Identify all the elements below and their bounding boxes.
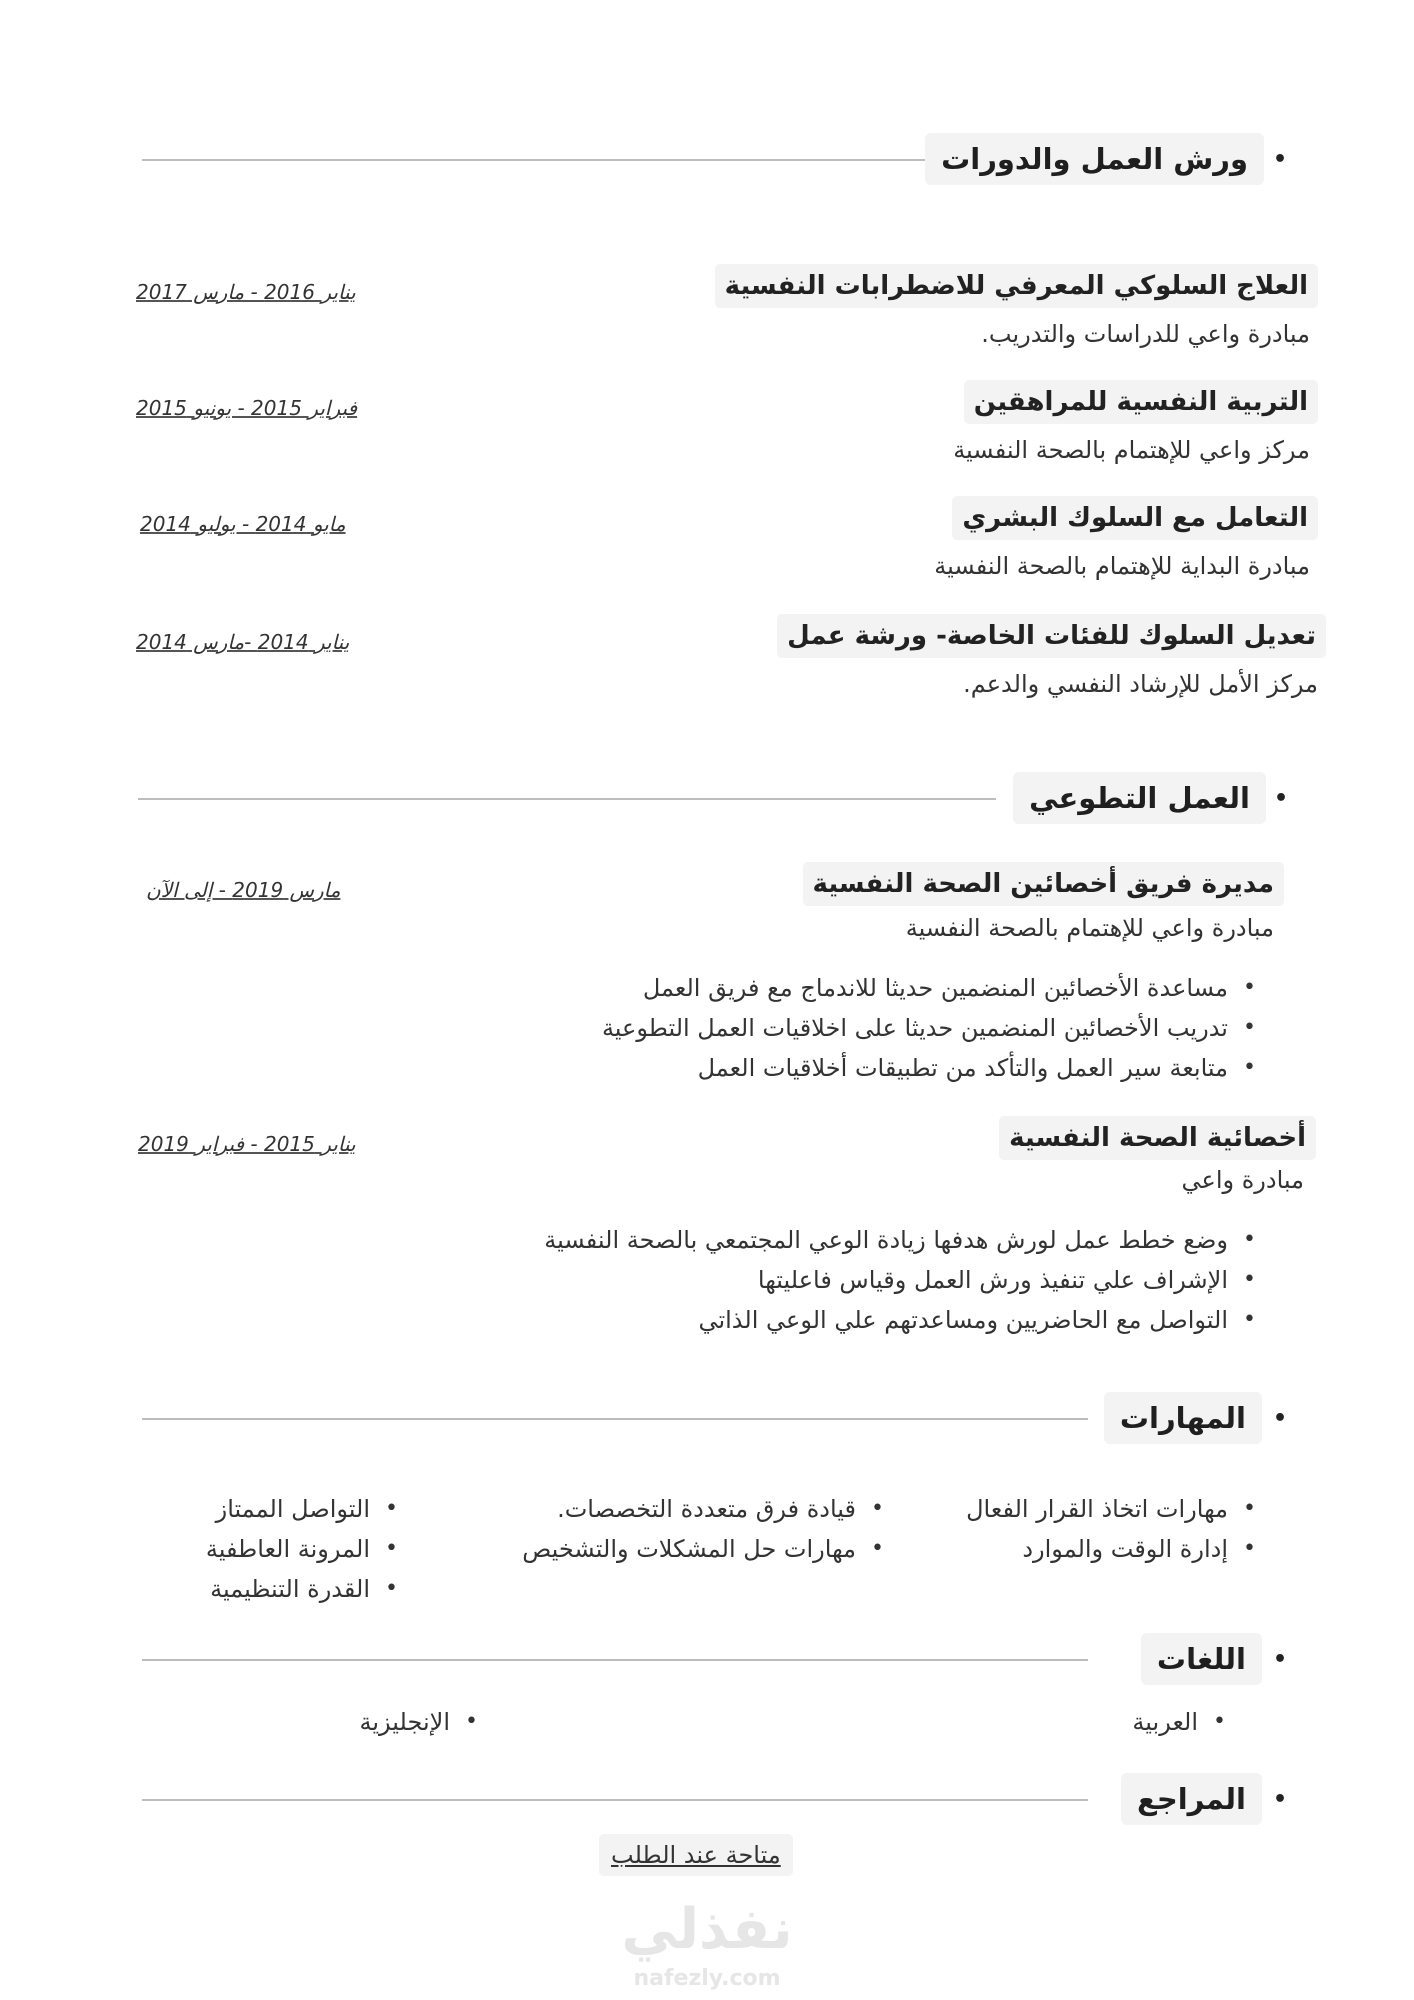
volunteer-duties-list: [544, 1220, 1258, 1340]
section-header-volunteer: [0, 772, 1414, 824]
skills-column-1: [966, 1489, 1258, 1569]
section-title: ورش العمل والدورات: [925, 133, 1264, 185]
list-item: • المرونة العاطفية: [206, 1529, 400, 1569]
section-title: اللغات: [1141, 1633, 1262, 1685]
list-item: • العربية: [1132, 1702, 1228, 1742]
list-item: • التواصل الممتاز: [206, 1489, 400, 1529]
volunteer-org: مبادرة واعي للإهتمام بالصحة النفسية: [905, 914, 1274, 942]
section-header-skills: [0, 1392, 1414, 1444]
section-bullet-icon: •: [1273, 147, 1288, 172]
list-item: • مهارات حل المشكلات والتشخيص: [522, 1529, 886, 1569]
volunteer-duties-list: [602, 968, 1258, 1088]
volunteer-title: أخصائية الصحة النفسية: [999, 1116, 1316, 1160]
list-item: • تدريب الأخصائين المنضمين حديثا على اخلاقيات العمل التطوعية: [602, 1008, 1258, 1048]
list-item: • قيادة فرق متعددة التخصصات.: [522, 1489, 886, 1529]
watermark-url: nafezly.com: [633, 1966, 781, 1991]
workshop-org: مركز الأمل للإرشاد النفسي والدعم.: [963, 670, 1318, 698]
section-bullet-icon: •: [1273, 1787, 1288, 1812]
section-bullet-icon: •: [1273, 1647, 1288, 1672]
workshop-date: فبراير 2015 - يونيو 2015: [136, 396, 358, 420]
workshop-date: يناير 2016 - مارس 2017: [136, 280, 356, 304]
section-header-languages: [0, 1633, 1414, 1685]
section-title: المراجع: [1121, 1773, 1262, 1825]
languages-list-1: [1132, 1702, 1228, 1742]
languages-list-2: [359, 1702, 480, 1742]
section-divider: [142, 1418, 1088, 1420]
section-bullet-icon: •: [1273, 1406, 1288, 1431]
list-item: • القدرة التنظيمية: [206, 1569, 400, 1609]
volunteer-org: مبادرة واعي: [1181, 1166, 1304, 1194]
section-divider: [142, 1659, 1088, 1661]
list-item: • إدارة الوقت والموارد: [966, 1529, 1258, 1569]
list-item: • وضع خطط عمل لورش هدفها زيادة الوعي المجتمعي بالصحة النفسية: [544, 1220, 1258, 1260]
skills-column-2: [522, 1489, 886, 1569]
section-title: العمل التطوعي: [1013, 772, 1266, 824]
list-item: • مساعدة الأخصائين المنضمين حديثا للاندماج مع فريق العمل: [602, 968, 1258, 1008]
workshop-title: العلاج السلوكي المعرفي للاضطرابات النفسية: [715, 264, 1318, 308]
section-bullet-icon: •: [1274, 786, 1289, 811]
section-divider: [138, 798, 996, 800]
section-divider: [142, 1799, 1088, 1801]
workshop-title: التربية النفسية للمراهقين: [964, 380, 1318, 424]
references-note: متاحة عند الطلب: [599, 1834, 793, 1876]
volunteer-title: مديرة فريق أخصائين الصحة النفسية: [803, 862, 1284, 906]
skills-column-3: [206, 1489, 400, 1609]
workshop-date: يناير 2014 -مارس 2014: [136, 630, 350, 654]
workshop-title: التعامل مع السلوك البشري: [952, 496, 1318, 540]
list-item: • التواصل مع الحاضريين ومساعدتهم علي الوعي الذاتي: [544, 1300, 1258, 1340]
list-item: • متابعة سير العمل والتأكد من تطبيقات أخلاقيات العمل: [602, 1048, 1258, 1088]
workshop-org: مبادرة البداية للإهتمام بالصحة النفسية: [934, 552, 1310, 580]
workshop-org: مركز واعي للإهتمام بالصحة النفسية: [953, 436, 1310, 464]
workshop-org: مبادرة واعي للدراسات والتدريب.: [981, 320, 1310, 348]
section-header-references: [0, 1773, 1414, 1825]
workshop-title: تعديل السلوك للفئات الخاصة- ورشة عمل: [777, 614, 1326, 658]
section-divider: [142, 159, 944, 161]
section-header-workshops: [0, 133, 1414, 185]
list-item: • مهارات اتخاذ القرار الفعال: [966, 1489, 1258, 1529]
volunteer-date: يناير 2015 - فبراير 2019: [138, 1132, 356, 1156]
section-title: المهارات: [1104, 1392, 1262, 1444]
list-item: • الإنجليزية: [359, 1702, 480, 1742]
watermark-logo: نفذلي: [621, 1897, 793, 1962]
list-item: • الإشراف علي تنفيذ ورش العمل وقياس فاعليتها: [544, 1260, 1258, 1300]
volunteer-date: مارس 2019 - إلى الآن: [146, 878, 341, 902]
workshop-date: مايو 2014 - يوليو 2014: [140, 512, 346, 536]
